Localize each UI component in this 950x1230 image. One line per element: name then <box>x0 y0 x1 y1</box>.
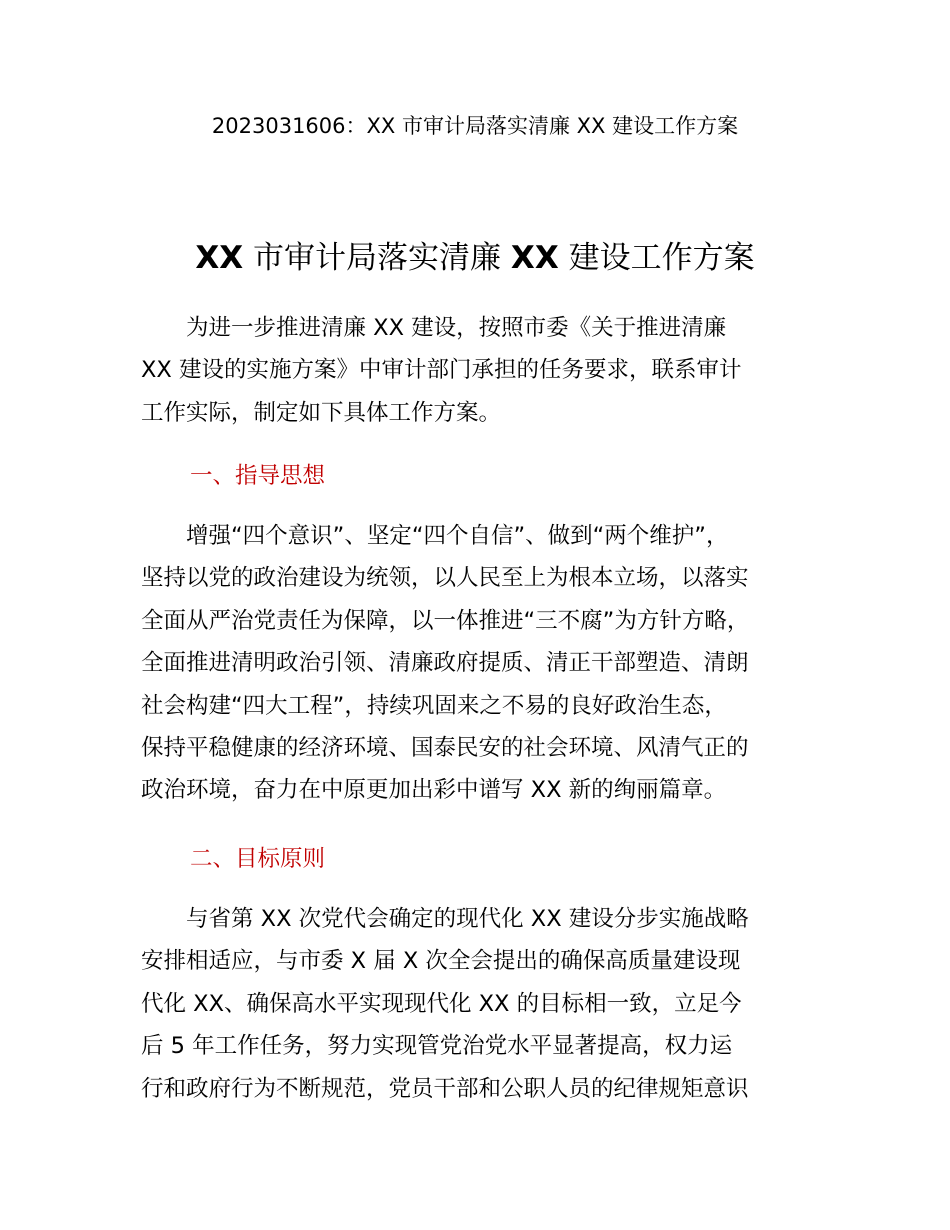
section-2-line: 行和政府行为不断规范，党员干部和公职人员的纪律规矩意识 <box>141 1075 749 1102</box>
intro-line: 工作实际，制定如下具体工作方案。 <box>141 399 502 426</box>
section-1-line: 政治环境，奋力在中原更加出彩中谱写 XX 新的绚丽篇章。 <box>141 777 727 804</box>
section-heading-guiding-ideology: 一、指导思想 <box>190 463 326 489</box>
section-1-line: 全面推进清明政治引领、清廉政府提质、清正干部塑造、清朗 <box>141 650 749 677</box>
intro-line: 为进一步推进清廉 XX 建设，按照市委《关于推进清廉 <box>141 315 727 341</box>
intro-line: XX 建设的实施方案》中审计部门承担的任务要求，联系审计 <box>141 357 742 384</box>
section-1-line: 坚持以党的政治建设为统领，以人民至上为根本立场，以落实 <box>141 565 749 592</box>
document-title <box>0 236 950 280</box>
title-part-1: XX <box>195 240 244 276</box>
section-1-line: 社会构建“四大工程”，持续巩固来之不易的良好政治生态， <box>141 692 727 719</box>
section-heading-goals-principles: 二、目标原则 <box>190 846 326 872</box>
title-part-3: XX <box>510 240 559 276</box>
title-part-2: 市审计局落实清廉 <box>243 240 511 276</box>
section-2-paragraph <box>141 898 831 1110</box>
section-1-line: 保持平稳健康的经济环境、国泰民安的社会环境、风清气正的 <box>141 734 749 761</box>
section-2-line: 后 5 年工作任务，努力实现管党治党水平显著提高，权力运 <box>141 1033 733 1060</box>
section-2-line: 与省第 XX 次党代会确定的现代化 XX 建设分步实施战略 <box>141 906 749 932</box>
section-1-paragraph <box>141 515 831 812</box>
title-part-4: 建设工作方案 <box>558 240 755 276</box>
section-2-line: 代化 XX、确保高水平实现现代化 XX 的目标相一致，立足今 <box>141 990 742 1017</box>
section-1-line: 全面从严治党责任为保障，以一体推进“三不腐”为方针方略， <box>141 607 750 634</box>
section-2-line: 安排相适应，与市委 X 届 X 次全会提出的确保高质量建设现 <box>141 948 741 975</box>
section-1-line: 增强“四个意识”、坚定“四个自信”、做到“两个维护”， <box>141 523 729 549</box>
document-header: 2023031606：XX 市审计局落实清廉 XX 建设工作方案 <box>211 114 739 138</box>
intro-paragraph <box>141 307 831 434</box>
